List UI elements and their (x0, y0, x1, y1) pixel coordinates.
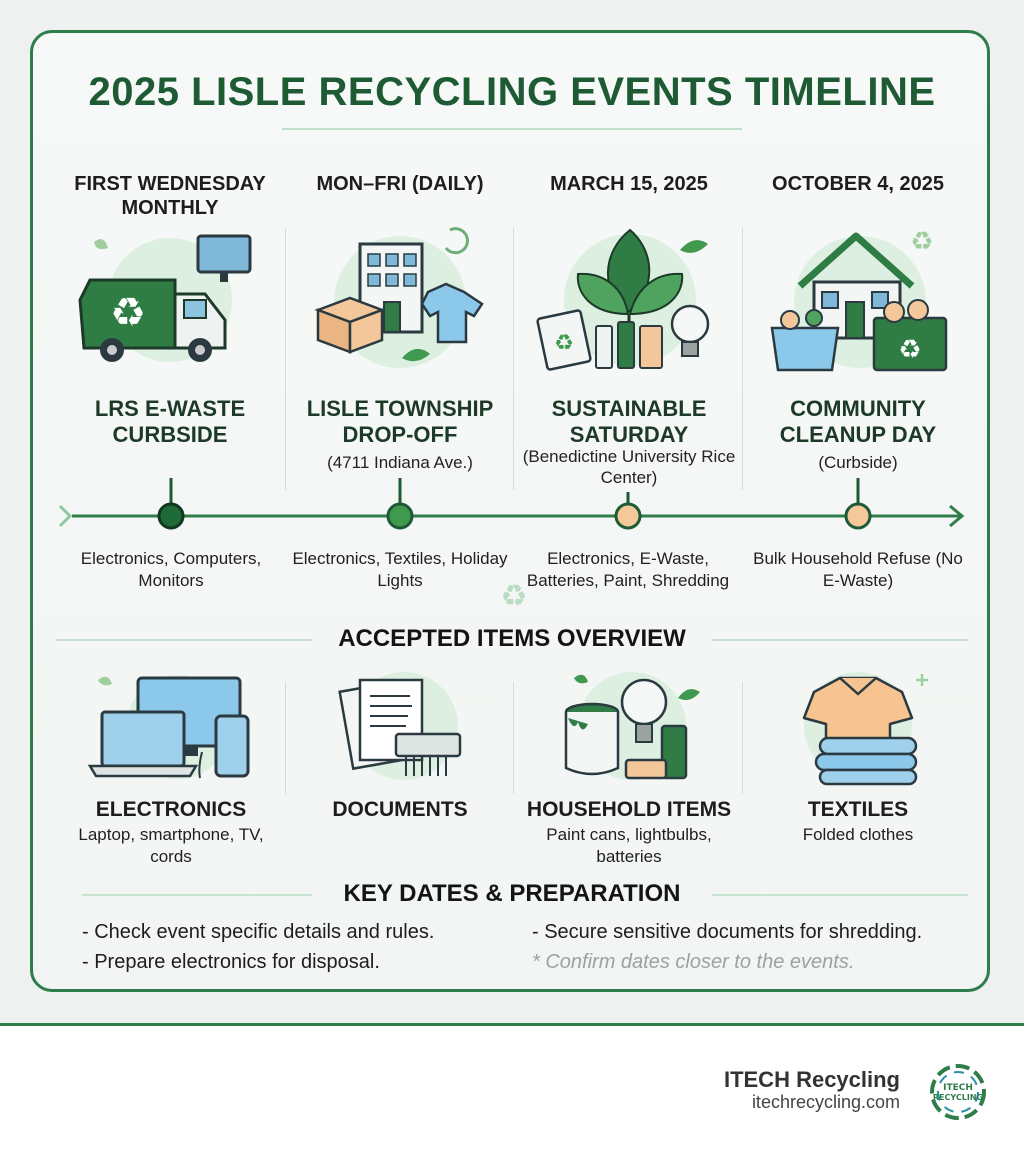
prep-tip: - Check event specific details and rules. (82, 921, 435, 943)
timeline (0, 470, 1024, 540)
event-items: Electronics, E-Waste, Batteries, Paint, Shredding (526, 549, 730, 590)
event-name: SUSTAINABLE SATURDAY (551, 396, 707, 447)
event-name: LISLE TOWNSHIP DROP-OFF (306, 396, 494, 447)
svg-text:♻: ♻ (910, 227, 934, 257)
accepted-items-heading: ACCEPTED ITEMS OVERVIEW (338, 625, 686, 652)
svg-text:♻: ♻ (554, 331, 574, 356)
svg-text:♻: ♻ (898, 335, 922, 365)
event-date: MON–FRI (DAILY) (316, 173, 484, 195)
folded-clothes-icon (794, 668, 934, 788)
devices-icon (88, 672, 258, 787)
accepted-item-description: Folded clothes (802, 825, 914, 844)
column-divider (285, 682, 286, 794)
recycling-truck-icon (70, 230, 270, 370)
leaf-batteries-icon (530, 222, 730, 372)
title-underline (282, 128, 742, 130)
prep-tip: - Prepare electronics for disposal. (82, 951, 380, 973)
drop-off-building-icon (300, 222, 500, 372)
section-rule (712, 894, 968, 896)
logo-text: RECYCLING (932, 1093, 984, 1102)
event-location: (4711 Indiana Ave.) (327, 453, 473, 472)
brand-name: ITECH Recycling (723, 1067, 900, 1092)
timeline-marker (388, 478, 412, 528)
page-title: 2025 LISLE RECYCLING EVENTS TIMELINE (88, 70, 936, 114)
event-location: (Benedictine University Rice Center) (522, 447, 736, 487)
event-items: Electronics, Textiles, Holiday Lights (292, 549, 508, 590)
accepted-item-name: ELECTRONICS (95, 798, 247, 821)
prep-tip: - Secure sensitive documents for shredding. (532, 921, 923, 943)
svg-text:♻: ♻ (110, 290, 146, 336)
event-items: Bulk Household Refuse (No E-Waste) (753, 549, 963, 590)
accepted-item-name: HOUSEHOLD ITEMS (526, 798, 732, 821)
accepted-item-name: DOCUMENTS (332, 798, 468, 821)
timeline-marker (159, 478, 183, 528)
documents-shredder-icon (334, 668, 474, 788)
column-divider (285, 228, 286, 490)
accepted-item-description: Laptop, smartphone, TV, cords (78, 825, 264, 866)
event-items: Electronics, Computers, Monitors (80, 549, 262, 590)
svg-text:♻: ♻ (500, 579, 528, 614)
accepted-item-description: Paint cans, lightbulbs, batteries (546, 825, 712, 866)
prep-note: * Confirm dates closer to the events. (532, 951, 855, 973)
paint-bulb-battery-icon (552, 668, 712, 788)
event-date: OCTOBER 4, 2025 (772, 173, 944, 195)
event-date: FIRST WEDNESDAY MONTHLY (74, 173, 266, 219)
house-bins-icon (760, 222, 960, 382)
timeline-marker (846, 478, 870, 528)
column-divider (513, 682, 514, 794)
itech-logo-icon (916, 1060, 1000, 1124)
timeline-marker (616, 492, 640, 528)
event-name: LRS E-WASTE CURBSIDE (94, 396, 246, 447)
event-location: (Curbside) (818, 453, 898, 472)
recycle-icon (496, 576, 532, 612)
brand-url[interactable]: itechrecycling.com (751, 1092, 900, 1112)
event-date: MARCH 15, 2025 (550, 173, 708, 195)
section-rule (712, 639, 968, 641)
column-divider (742, 682, 743, 794)
logo-text: ITECH (943, 1083, 973, 1093)
event-name: COMMUNITY CLEANUP DAY (779, 396, 937, 447)
accepted-item-name: TEXTILES (807, 798, 909, 821)
preparation-heading: KEY DATES & PREPARATION (343, 880, 681, 907)
